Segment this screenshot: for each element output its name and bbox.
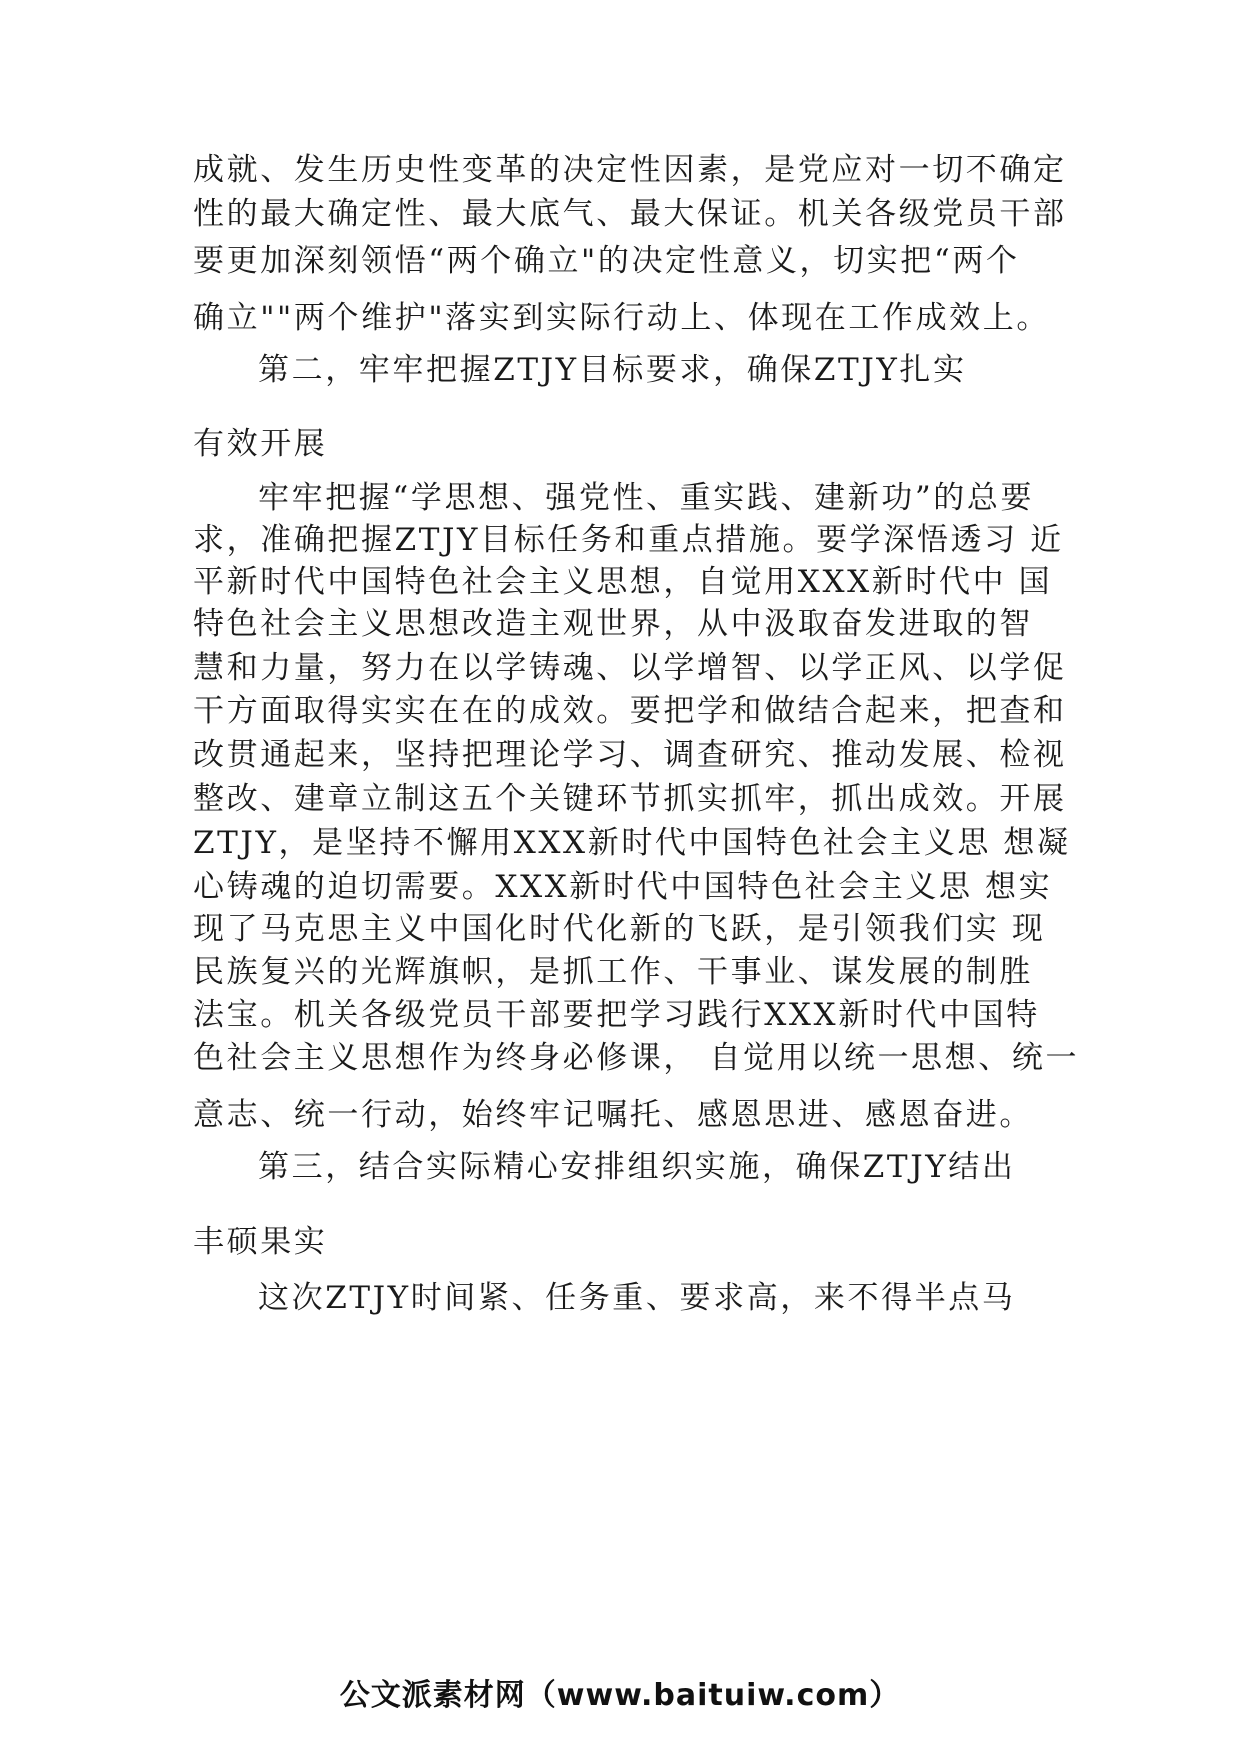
paragraph-2-line-10: 心铸魂的迫切需要。XXX新时代中国特色社会主义思 想实 xyxy=(193,869,1053,905)
paragraph-1-line-4: 确立""两个维护"落实到实际行动上、体现在工作成效上。 xyxy=(193,300,1050,336)
paragraph-2-line-8: 整改、建章立制这五个关键环节抓实抓牢，抓出成效。开展 xyxy=(193,781,1067,817)
heading-3-line-1: 第三，结合实际精心安排组织实施，确保ZTJY结出 xyxy=(258,1149,1016,1185)
footer-watermark: 公文派素材网（www.baituiw.com） xyxy=(339,1678,901,1713)
heading-3-line-2: 丰硕果实 xyxy=(193,1224,328,1260)
paragraph-2-line-15: 意志、统一行动，始终牢记嘱托、感恩思进、感恩奋进。 xyxy=(193,1097,1033,1133)
heading-2-line-1: 第二，牢牢把握ZTJY目标要求，确保ZTJY扎实 xyxy=(258,352,967,388)
paragraph-2-line-3: 平新时代中国特色社会主义思想，自觉用XXX新时代中 国 xyxy=(193,564,1053,600)
paragraph-2-line-9: ZTJY，是坚持不懈用XXX新时代中国特色社会主义思 想凝 xyxy=(193,825,1071,861)
paragraph-2-line-11: 现了马克思主义中国化时代化新的飞跃，是引领我们实 现 xyxy=(193,911,1046,947)
paragraph-1-line-2: 性的最大确定性、最大底气、最大保证。机关各级党员干部 xyxy=(193,196,1067,232)
paragraph-2-line-5: 慧和力量，努力在以学铸魂、以学增智、以学正风、以学促 xyxy=(193,650,1067,686)
paragraph-2-line-14: 色社会主义思想作为终身必修课， 自觉用以统一思想、统一 xyxy=(193,1040,1080,1076)
paragraph-3-line-1: 这次ZTJY时间紧、任务重、要求高，来不得半点马 xyxy=(258,1280,1016,1316)
paragraph-1-line-1: 成就、发生历史性变革的决定性因素，是党应对一切不确定 xyxy=(193,152,1067,188)
paragraph-2-line-4: 特色社会主义思想改造主观世界，从中汲取奋发进取的智 xyxy=(193,606,1033,642)
paragraph-2-line-6: 干方面取得实实在在的成效。要把学和做结合起来，把查和 xyxy=(193,693,1067,729)
paragraph-2-line-1: 牢牢把握“学思想、强党性、重实践、建新功”的总要 xyxy=(258,480,1035,516)
paragraph-2-line-13: 法宝。机关各级党员干部要把学习践行XXX新时代中国特 xyxy=(193,997,1040,1033)
paragraph-2-line-12: 民族复兴的光辉旗帜，是抓工作、干事业、谋发展的制胜 xyxy=(193,954,1033,990)
paragraph-2-line-7: 改贯通起来，坚持把理论学习、调查研究、推动发展、检视 xyxy=(193,737,1067,773)
paragraph-2-line-2: 求，准确把握ZTJY目标任务和重点措施。要学深悟透习 近 xyxy=(193,522,1064,558)
heading-2-line-2: 有效开展 xyxy=(193,426,328,462)
paragraph-1-line-3: 要更加深刻领悟“两个确立"的决定性意义，切实把“两个 xyxy=(193,243,1020,279)
